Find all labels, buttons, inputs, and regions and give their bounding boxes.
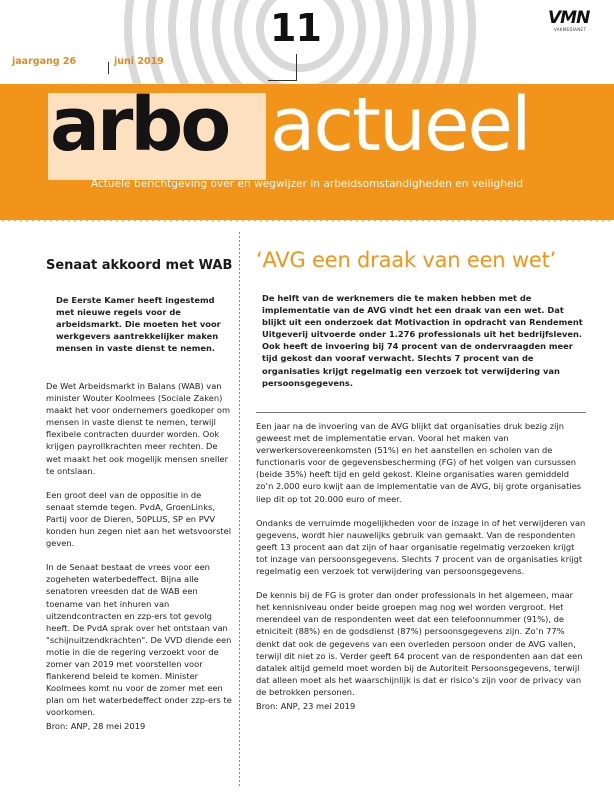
title-arbo: arbo — [50, 82, 229, 168]
publisher-logo — [548, 8, 598, 30]
left-article-lead: De Eerste Kamer heeft ingestemd met nieuwe regels voor de arbeidsmarkt. Die moeten het voor werkgevers aantrekkelijker maken mensen in vaste dienst te nemen. — [56, 295, 221, 354]
left-article-headline: Senaat akkoord met WAB — [46, 258, 233, 273]
right-paragraph: Een jaar na de invoering van de AVG blijkt dat organisaties druk bezig zijn geweest met de implementatie ervan. Vooral het maken van verwerkersovereenkomsten (51%) en het aanstellen en scholen van de functionaris voor de gegevensbescherming (FG) of het volgen van cursussen (beide 35%) heeft tijd en geld gekost. Kleine organisaties waren gemiddeld zo’n 2.000 euro kwijt aan de implementatie van de AVG, bij grote organisaties liep dit op tot 20.000 euro of meer. — [256, 421, 582, 504]
right-article-source: Bron: ANP, 23 mei 2019 — [256, 700, 356, 711]
issue-number: 11 — [270, 6, 321, 50]
volume-label: jaargang 26 — [12, 56, 77, 67]
left-paragraph: De Wet Arbeidsmarkt in Balans (WAB) van minister Wouter Koolmees (Sociale Zaken) maakt het voor ondernemers goedkoper om mensen in vaste dienst te nemen, terwijl flexibele contracten duurder worden. Ook krijgen payrollkrachten meer rechten. De wet maakt het ook mogelijk mensen sneller te ontslaan. — [46, 381, 231, 476]
lead-separator-rule — [256, 412, 586, 413]
publisher-logo-text: VMN — [548, 8, 590, 28]
publisher-logo-subtext: VAKMEDIANET — [554, 27, 587, 32]
left-article-source: Bron: ANP, 28 mei 2019 — [46, 721, 146, 732]
left-paragraph: Een groot deel van de oppositie in de senaat stemde tegen. PvdA, GroenLinks, Partij voor de Dieren, 50PLUS, SP en PVV konden hun zegen niet aan het wetsvoorstel geven. — [46, 489, 232, 549]
right-article-lead: De helft van de werknemers die te maken hebben met de implementatie van de AVG vindt het een draak van een wet. Dat blijkt uit een onderzoek dat Motivaction in opdracht van Rendement Uitgeverij uitvoerde onder 1.276 professionals uit het bedrijfsleven. Ook heeft de invoering bij 74 procent van de ondervraagden meer tijd gekost dan vooraf verwacht. Slechts 7 procent van de organisaties krijgt regelmatig een verzoek tot verwijdering van persoonsgegevens. — [262, 293, 583, 388]
masthead — [0, 0, 614, 228]
title-actueel: actueel — [270, 82, 530, 168]
column-divider — [239, 232, 240, 787]
meta-separator — [108, 62, 109, 74]
issue-date: juni 2019 — [114, 56, 164, 67]
band-zigzag-edge — [0, 216, 614, 224]
left-paragraph: In de Senaat bestaat de vrees voor een zogeheten waterbedeffect. Bijna alle senatoren vreesden dat de WAB een toename van het inhuren van uitzendcontracten en zzp-ers tot gevolg heeft. De PvdA sprak over het ontstaan van "schijnuitzendkrachten". De VVD diende een motie in die de regering verzoekt voor de zomer van 2019 met voorstellen voor flankerend beleid te komen. Minister Koolmees komt nu voor de zomer met een plan om het waterbedeffect onder zzp-ers te voorkomen. — [46, 562, 232, 718]
right-paragraph: De kennis bij de FG is groter dan onder professionals in het algemeen, maar het kennisniveau onder beide groepen mag nog wel worden vergroot. Het merendeel van de respondenten weet dat een telefoonnummer (91%), de etniciteit (88%) en de godsdienst (87%) persoonsgegevens zijn. Zo’n 77% denkt dat ook de gegevens van een overleden persoon onder de AVG vallen, terwijl dit niet zo is. Verder geeft 64 procent van de respondenten aan dat een datalek altijd gemeld moet worden bij de Autoriteit Persoonsgegevens, terwijl dat alleen moet als het waarschijnlijk is dat er risico’s zijn voor de privacy van de betrokken personen. — [256, 590, 583, 697]
left-article-body — [46, 380, 232, 745]
right-article-headline: ‘AVG een draak van een wet’ — [256, 248, 557, 272]
right-paragraph: Ondanks de verruimde mogelijkheden voor de inzage in of het verwijderen van gegevens, wordt hier nauwelijks gebruik van gemaakt. Van de respondenten geeft 13 procent aan dat zijn of haar organisatie regelmatig verzoeken krijgt tot inzage van persoonsgegevens. Slechts 7 procent van de organisaties krijgt regelmatig een verzoek tot verwijdering van persoonsgegevens. — [256, 517, 586, 577]
issue-bracket — [268, 54, 297, 81]
right-article-body — [256, 420, 586, 724]
masthead-subtitle: Actuele berichtgeving over en wegwijzer in arbeidsomstandigheden en veiligheid — [90, 178, 524, 190]
